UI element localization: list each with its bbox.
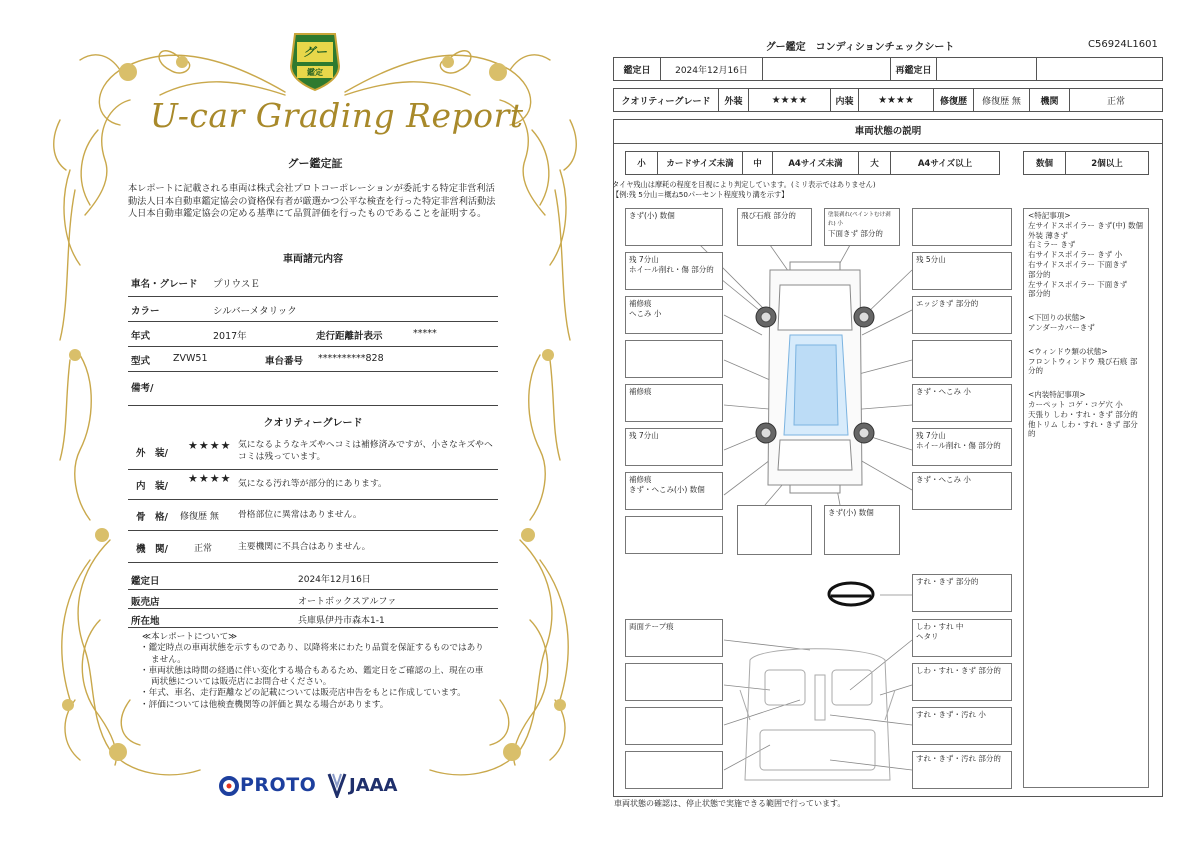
condition-box-windshield <box>737 208 812 246</box>
spec-row-remarks <box>128 372 498 406</box>
condition-box-empty <box>737 505 812 555</box>
condition-text: きず・へこみ(小) 数個 <box>629 485 705 494</box>
shop-row <box>128 590 498 609</box>
proto-logo <box>218 770 316 800</box>
appraisal-date-label: 鑑定日 <box>131 576 160 587</box>
notes-line: 右サイドスポイラー 下面きず <box>1028 259 1128 269</box>
notes-group-underbody <box>1028 313 1144 333</box>
appraisal-date-row <box>128 568 498 590</box>
condition-text: 補修痕 <box>629 299 652 308</box>
condition-box-right-quarter <box>912 472 1012 510</box>
spec-remarks-label: 備考/ <box>131 383 154 394</box>
legend-large-desc: A4サイズ以上 <box>891 152 1000 175</box>
condition-text: 補修痕 <box>629 387 652 396</box>
grade-engine-value: 正常 <box>1070 89 1163 112</box>
spec-chassis-label: 車台番号 <box>265 356 304 367</box>
legend-mid-desc: A4サイズ未満 <box>773 152 859 175</box>
spec-mileage-value: ***** <box>413 328 437 339</box>
notes-line: アンダーカバーきず <box>1028 322 1095 332</box>
spec-mileage-label: 走行距離計表示 <box>316 331 383 342</box>
spec-model-value: ZVW51 <box>173 353 208 364</box>
footer-note: 車両状態の確認は、停止状態で実施できる範囲で行っています。 <box>614 799 846 808</box>
notes-heading: <内装特記事項> <box>1028 390 1086 400</box>
steering-wheel-icon <box>829 583 873 605</box>
notes-line: 部分的 <box>1028 289 1051 299</box>
notes-group-special <box>1028 211 1144 299</box>
proto-logo-text: PROTO <box>240 774 317 796</box>
condition-text: 両面テープ痕 <box>629 622 674 631</box>
appraisal-date-value: 2024年12月16日 <box>298 575 371 585</box>
goo-kantei-badge-icon <box>287 30 343 92</box>
legend-small-desc: カードサイズ未満 <box>658 152 743 175</box>
spec-row-model <box>128 347 498 372</box>
quality-engine-label: 機 関/ <box>136 544 168 555</box>
quality-exterior-label: 外 装/ <box>136 448 168 459</box>
condition-box-empty <box>625 663 723 701</box>
quality-interior-desc: 気になる汚れ等が部分的にあります。 <box>238 479 387 489</box>
notes-title: ≪本レポートについて≫ <box>142 632 238 642</box>
shop-label: 販売店 <box>131 597 160 608</box>
spec-chassis-value: **********828 <box>318 353 384 364</box>
quality-frame-value: 修復歴 無 <box>180 512 219 522</box>
grade-int-value: ★★★★ <box>859 89 934 112</box>
condition-text: すれ・きず 部分的 <box>916 577 979 586</box>
spec-year-label: 年式 <box>131 331 151 342</box>
grade-repair-value: 修復歴 無 <box>974 89 1030 112</box>
condition-box-empty <box>625 707 723 745</box>
condition-text: きず(小) 数個 <box>629 211 675 220</box>
condition-box-front-bumper <box>625 208 723 246</box>
quality-row-engine <box>128 531 498 563</box>
condition-box-console <box>912 707 1012 745</box>
address-row <box>128 609 498 628</box>
condition-box-dashboard <box>625 619 723 657</box>
condition-box-left-fender <box>625 296 723 334</box>
badge-text-bottom: 鑑定 <box>307 68 323 77</box>
notes-line: カーペット コゲ・コゲ穴 小 <box>1028 399 1123 409</box>
condition-text: しわ・すれ・きず 部分的 <box>916 666 1001 675</box>
notes-heading: <下回りの状態> <box>1028 313 1086 323</box>
notes-line: 天張り しわ・すれ・きず 部分的 <box>1028 409 1138 419</box>
notes-heading: <ウィンドウ類の状態> <box>1028 346 1108 356</box>
condition-text: きず・へこみ 小 <box>916 387 971 396</box>
condition-box-rear-left-tire <box>625 428 723 466</box>
jaaa-logo-text: JAAA <box>349 774 398 796</box>
condition-box-empty <box>912 208 1012 246</box>
spec-model-label: 型式 <box>131 356 151 367</box>
condition-box-driver-seat <box>912 619 1012 657</box>
notes-line: 左サイドスポイラー 下面きず <box>1028 279 1128 289</box>
quality-exterior-desc: 気になるようなキズやヘコミは補修済みですが、小さなキズやヘコミは残っています。 <box>238 440 493 462</box>
condition-text: へこみ 小 <box>629 309 662 318</box>
notes-group-windows <box>1028 347 1144 376</box>
spec-color-label: カラー <box>131 306 160 317</box>
legend-count: 数個 <box>1024 152 1066 175</box>
quality-title: クオリティーグレード <box>263 418 363 429</box>
note-item: ・評価については他検査機関等の評価と異なる場合があります。 <box>140 699 389 710</box>
condition-box-empty <box>912 340 1012 378</box>
condition-text: ヘタリ <box>916 632 939 641</box>
condition-text: 下面きず 部分的 <box>828 229 883 238</box>
proto-logo-icon <box>218 773 240 797</box>
condition-box-hood <box>824 208 900 246</box>
spec-name-value: プリウスＥ <box>213 279 260 290</box>
condition-text: すれ・きず・汚れ 小 <box>916 710 986 719</box>
condition-text: エッジきず 部分的 <box>916 299 979 308</box>
condition-box-rear-right-tire <box>912 428 1012 466</box>
badge-text-top: グー <box>302 45 327 59</box>
specs-title: 車両諸元内容 <box>283 254 343 265</box>
quality-frame-desc: 骨格部位に異常はありません。 <box>238 510 362 520</box>
note-item: ・年式、車名、走行距離などの記載については販売店申告をもとに作成しています。 <box>140 688 466 699</box>
condition-text: 残 7分山 <box>629 431 659 440</box>
condition-box-steering <box>912 574 1012 612</box>
condition-text: きず(小) 数個 <box>828 508 874 517</box>
legend-count-desc: 2個以上 <box>1066 152 1149 175</box>
spec-row-color <box>128 297 498 322</box>
car-top-view-icon <box>768 262 862 493</box>
condition-text: 補修痕 <box>629 475 652 484</box>
quality-row-interior <box>128 470 498 500</box>
address-label: 所在地 <box>131 616 160 627</box>
grade-label: クオリティーグレード <box>614 89 719 112</box>
sheet-title: グー鑑定 コンディションチェックシート <box>765 42 955 53</box>
tire-note-line2: 【例:残 5分山＝概ね50パーセント程度残り溝を示す】 <box>612 190 789 199</box>
grade-ext-value: ★★★★ <box>749 89 831 112</box>
condition-check-sheet <box>600 0 1200 848</box>
legend-large: 大 <box>859 152 891 175</box>
notes-line: 外装 薄きず <box>1028 230 1068 240</box>
quality-interior-label: 内 装/ <box>136 481 168 492</box>
grade-repair-label: 修復歴 <box>934 89 974 112</box>
spec-row-year <box>128 322 498 347</box>
note-item: ・車両状態は時間の経過に伴い変化する場合もあるため、鑑定日をご確認の上、現在の車両状態については販売店にお問合せください。 <box>140 665 484 688</box>
condition-box-right-fender <box>912 296 1012 334</box>
grade-int-label: 内装 <box>831 89 859 112</box>
condition-box-front-right-tire <box>912 252 1012 290</box>
header-redate-label: 再鑑定日 <box>891 58 937 81</box>
quality-engine-desc: 主要機関に不具合はありません。 <box>238 542 371 552</box>
condition-text: 残 5分山 <box>916 255 946 264</box>
address-value: 兵庫県伊丹市森本1-1 <box>298 616 385 626</box>
certificate-title: グー鑑定証 <box>287 157 343 170</box>
condition-text: ホイール削れ・傷 部分的 <box>916 441 1001 450</box>
condition-text: 飛び石痕 部分的 <box>741 211 796 220</box>
header-date-value: 2024年12月16日 <box>661 58 763 81</box>
spec-year-value: 2017年 <box>213 331 247 342</box>
condition-text: 残 7分山 <box>629 255 659 264</box>
condition-box-front-left-tire <box>625 252 723 290</box>
grade-ext-label: 外装 <box>719 89 749 112</box>
condition-text: 残 7分山 <box>916 431 946 440</box>
notes-line: 左サイドスポイラー きず(中) 数個 <box>1028 220 1144 230</box>
quality-exterior-stars: ★★★★ <box>188 439 232 452</box>
condition-box-empty <box>625 516 723 554</box>
quality-frame-label: 骨 格/ <box>136 512 168 523</box>
notes-line: 他トリム しわ・すれ・きず 部分的 <box>1028 419 1138 439</box>
shop-value: オートボックスアルファ <box>298 597 397 607</box>
condition-text: しわ・すれ 中 <box>916 622 964 631</box>
quality-interior-stars: ★★★★ <box>188 472 232 485</box>
spec-row-name <box>128 270 498 297</box>
condition-box-left-rear-door <box>625 384 723 422</box>
condition-text: 塗装剥れ(ペイントむけ剥れ) 小 <box>828 212 891 227</box>
condition-text: きず・へこみ 小 <box>916 475 971 484</box>
condition-box-rear-seat <box>912 751 1012 789</box>
notes-line: 右ミラー きず <box>1028 240 1076 250</box>
notes-line: フロントウィンドウ 飛び石痕 部分的 <box>1028 356 1138 376</box>
condition-box-passenger-seat <box>912 663 1012 701</box>
condition-box-rear-bumper <box>824 505 900 555</box>
quality-row-exterior <box>128 432 498 470</box>
quality-row-frame <box>128 500 498 531</box>
report-title: U-car Grading Report <box>150 96 524 135</box>
certificate-text: 本レポートに記載される車両は株式会社プロトコーポレーションが委託する特定非営利活動法人日本自動車鑑定協会の資格保有者が厳選かつ公平な検査を行った特定非営利活動法人日本自動車鑑定協会の定める基準にて品質評価を行ったものであることを証明する。 <box>128 183 496 219</box>
condition-title: 車両状態の説明 <box>614 120 1162 144</box>
jaaa-logo <box>327 770 398 800</box>
legend-small: 小 <box>626 152 658 175</box>
spec-name-label: 車名・グレード <box>131 279 198 290</box>
notes-group-interior <box>1028 390 1144 439</box>
spec-color-value: シルバーメタリック <box>213 306 297 317</box>
jaaa-logo-icon <box>327 772 347 798</box>
condition-box-right-rear-door <box>912 384 1012 422</box>
car-interior-icon <box>740 649 895 780</box>
header-date-label: 鑑定日 <box>614 58 661 81</box>
grade-engine-label: 機関 <box>1030 89 1070 112</box>
note-item: ・鑑定時点の車両状態を示すものであり、以降将来にわたり品質を保証するものではありません。 <box>140 643 484 665</box>
notes-line: 右サイドスポイラー きず 小 <box>1028 250 1123 260</box>
notes-line: 部分的 <box>1028 269 1051 279</box>
condition-box-empty <box>625 340 723 378</box>
special-notes-panel <box>1023 208 1149 788</box>
condition-text: ホイール削れ・傷 部分的 <box>629 265 714 274</box>
tire-note-line1: タイヤ残山は摩耗の程度を目視により判定しています。(ミリ表示ではありません) <box>612 180 876 189</box>
report-notes <box>140 632 490 711</box>
quality-engine-value: 正常 <box>194 544 213 554</box>
notes-heading: <特記事項> <box>1028 211 1071 220</box>
sheet-code: C56924L1601 <box>1088 39 1158 50</box>
legend-mid: 中 <box>743 152 773 175</box>
condition-text: すれ・きず・汚れ 部分的 <box>916 754 1001 763</box>
condition-box-empty <box>625 751 723 789</box>
condition-box-left-quarter <box>625 472 723 510</box>
